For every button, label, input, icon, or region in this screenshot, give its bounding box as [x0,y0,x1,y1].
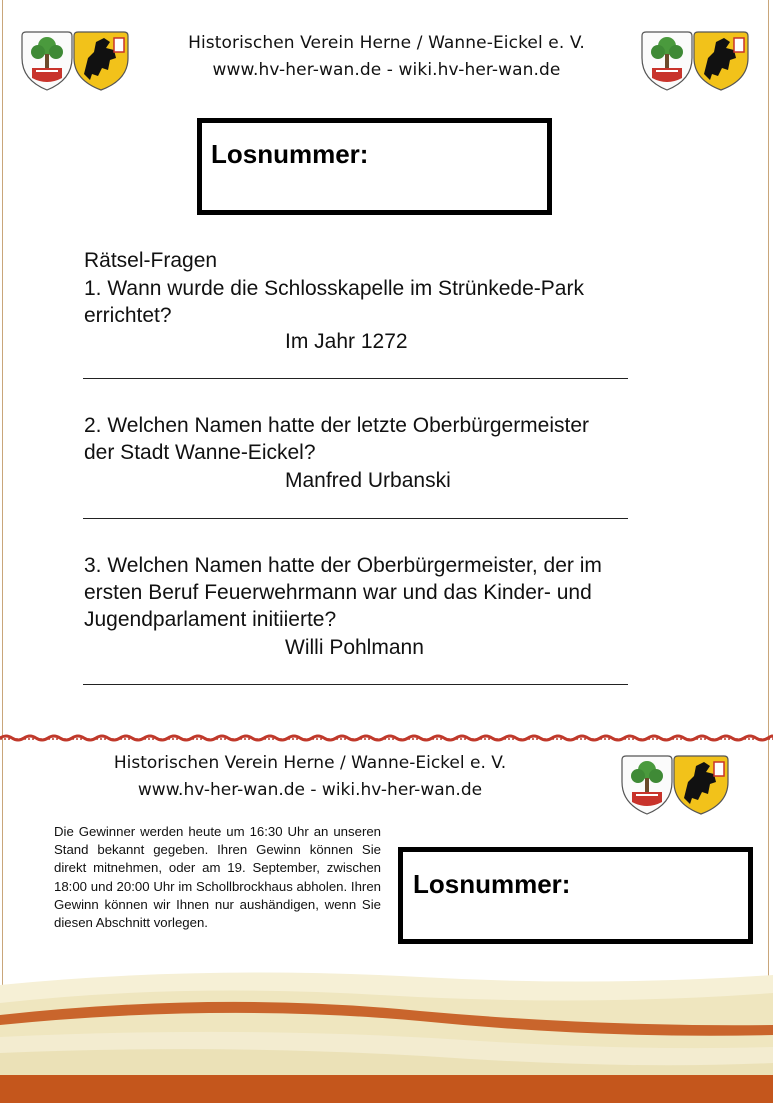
answer-2: Manfred Urbanski [285,469,451,492]
question-line: 1. Wann wurde die Schlosskapelle im Strünkede-Park [84,277,584,300]
question-line: 3. Welchen Namen hatte der Oberbürgermeister, der im [84,554,602,577]
stub-org-name: Historischen Verein Herne / Wanne-Eickel e. V. [113,753,507,773]
question-line: ersten Beruf Feuerwehrmann war und das Kinder- und [84,581,592,604]
coat-of-arms-icon [638,28,752,94]
stub-ticket-number-box[interactable] [398,847,753,944]
question-line: errichtet? [84,304,172,327]
question-line: 2. Welchen Namen hatte der letzte Oberbürgermeister [84,414,590,437]
org-name: Historischen Verein Herne / Wanne-Eickel e. V. [188,33,585,53]
answer-3: Willi Pohlmann [285,636,424,659]
answer-1: Im Jahr 1272 [285,330,408,353]
question-3 [84,552,602,633]
question-line: Jugendparlament initiierte? [84,608,337,631]
question-2 [84,412,589,466]
org-websites: www.hv-her-wan.de - wiki.hv-her-wan.de [212,60,561,80]
ticket-number-label: Losnummer: [211,139,369,169]
answer-divider [83,684,628,685]
stub-ticket-number-label: Losnummer: [413,869,571,899]
winner-notice: Die Gewinner werden heute um 16:30 Uhr an unseren Stand bekannt gegeben. Ihren Gewinn können Sie direkt mitnehmen, oder am 19. September, zwischen 18:00 und 20:00 Uhr im Schollbrockhaus abholen. Ihren Gewinn können wir Ihnen nur aushändigen, wenn Sie diesen Abschnitt vorlegen. [54,824,381,931]
stub-org-websites: www.hv-her-wan.de - wiki.hv-her-wan.de [137,780,483,800]
decorative-wave [0,955,773,1103]
question-line: der Stadt Wanne-Eickel? [84,441,316,464]
answer-divider [83,378,628,379]
question-1 [84,275,584,329]
coat-of-arms-icon [18,28,132,94]
answer-divider [83,518,628,519]
quiz-title: Rätsel-Fragen [84,249,218,272]
coat-of-arms-icon [618,752,732,818]
ticket-number-box[interactable] [197,118,552,215]
perforation-line[interactable] [0,732,773,744]
